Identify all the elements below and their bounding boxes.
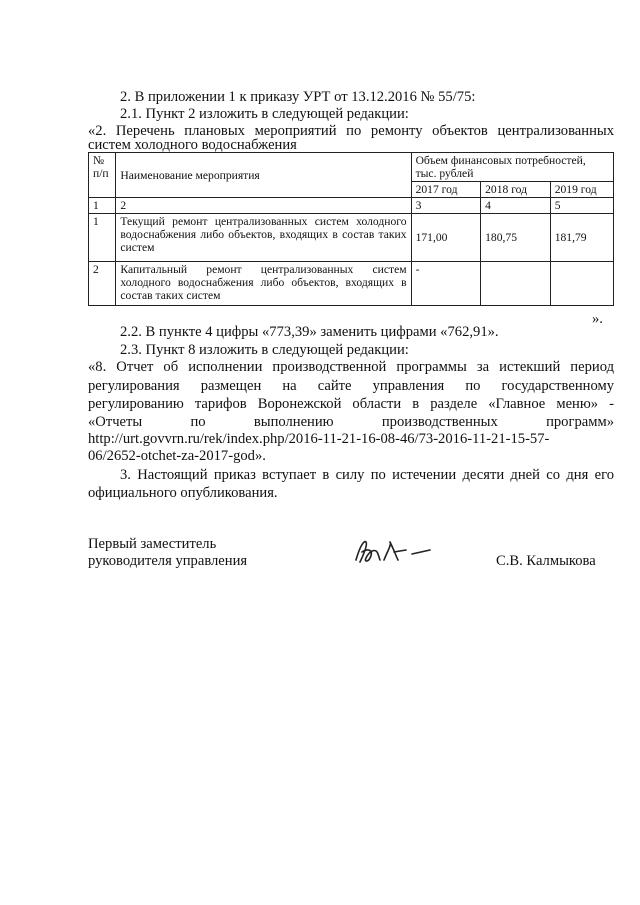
header-num: № п/п: [89, 153, 116, 198]
index-cell: 2: [116, 198, 411, 214]
index-cell: 5: [550, 198, 613, 214]
signatory-position-2: руководителя управления: [88, 553, 248, 569]
header-year: 2018 год: [481, 182, 551, 198]
point8-line-1: «8. Отчет об исполнении производственной программы за истекший период: [88, 359, 614, 375]
row-num: 2: [89, 262, 116, 306]
signatory-position-1: Первый заместитель: [88, 536, 217, 552]
quote-line-2: систем холодного водоснабжения: [88, 137, 297, 153]
header-finance: Объем финансовых потребностей, тыс. рублей: [411, 153, 613, 182]
point8-url-1: http://urt.govvrn.ru/rek/index.php/2016-11-21-16-08-46/73-2016-11-21-15-57-: [88, 431, 550, 447]
row-value-2018: 180,75: [481, 214, 551, 262]
subitem-2-1: 2.1. Пункт 2 изложить в следующей редакции:: [120, 106, 409, 122]
item2-heading: 2. В приложении 1 к приказу УРТ от 13.12.2016 № 55/75:: [120, 89, 476, 105]
index-cell: 4: [481, 198, 551, 214]
row-value-2019: [550, 262, 613, 306]
point8-line-4: «Отчеты по выполнению производственных программ»: [88, 414, 614, 430]
row-value-2019: 181,79: [550, 214, 613, 262]
row-value-2017: -: [411, 262, 481, 306]
index-cell: 1: [89, 198, 116, 214]
header-name: Наименование мероприятия: [116, 153, 411, 198]
row-value-2018: [481, 262, 551, 306]
header-year: 2017 год: [411, 182, 481, 198]
row-num: 1: [89, 214, 116, 262]
item3-line-1: 3. Настоящий приказ вступает в силу по истечении десяти дней со дня его: [120, 467, 614, 483]
quote-end: ».: [592, 311, 603, 327]
row-name: Капитальный ремонт централизованных систем холодного водоснабжения либо объектов, входящих в состав таких систем: [116, 262, 411, 306]
point8-url-2: 06/2652-otchet-za-2017-god».: [88, 448, 266, 464]
table-index-row: [89, 198, 614, 214]
header-year: 2019 год: [550, 182, 613, 198]
measures-table: [88, 152, 614, 306]
quote-line-1: «2. Перечень плановых мероприятий по ремонту объектов централизованных: [88, 123, 614, 139]
point8-line-3: регулированию тарифов Воронежской области в разделе «Главное меню» -: [88, 396, 614, 412]
item3-line-2: официального опубликования.: [88, 485, 278, 501]
row-value-2017: 171,00: [411, 214, 481, 262]
table-header-row: [89, 153, 614, 182]
subitem-2-2: 2.2. В пункте 4 цифры «773,39» заменить цифрами «762,91».: [120, 324, 499, 340]
table-row: [89, 262, 614, 306]
point8-line-2: регулирования размещен на сайте управления по государственному: [88, 378, 614, 394]
index-cell: 3: [411, 198, 481, 214]
table-row: [89, 214, 614, 262]
row-name: Текущий ремонт централизованных систем холодного водоснабжения либо объектов, входящих в состав таких систем: [116, 214, 411, 262]
signatory-name: С.В. Калмыкова: [496, 553, 596, 569]
subitem-2-3: 2.3. Пункт 8 изложить в следующей редакции:: [120, 342, 409, 358]
handwritten-signature: [350, 532, 440, 572]
